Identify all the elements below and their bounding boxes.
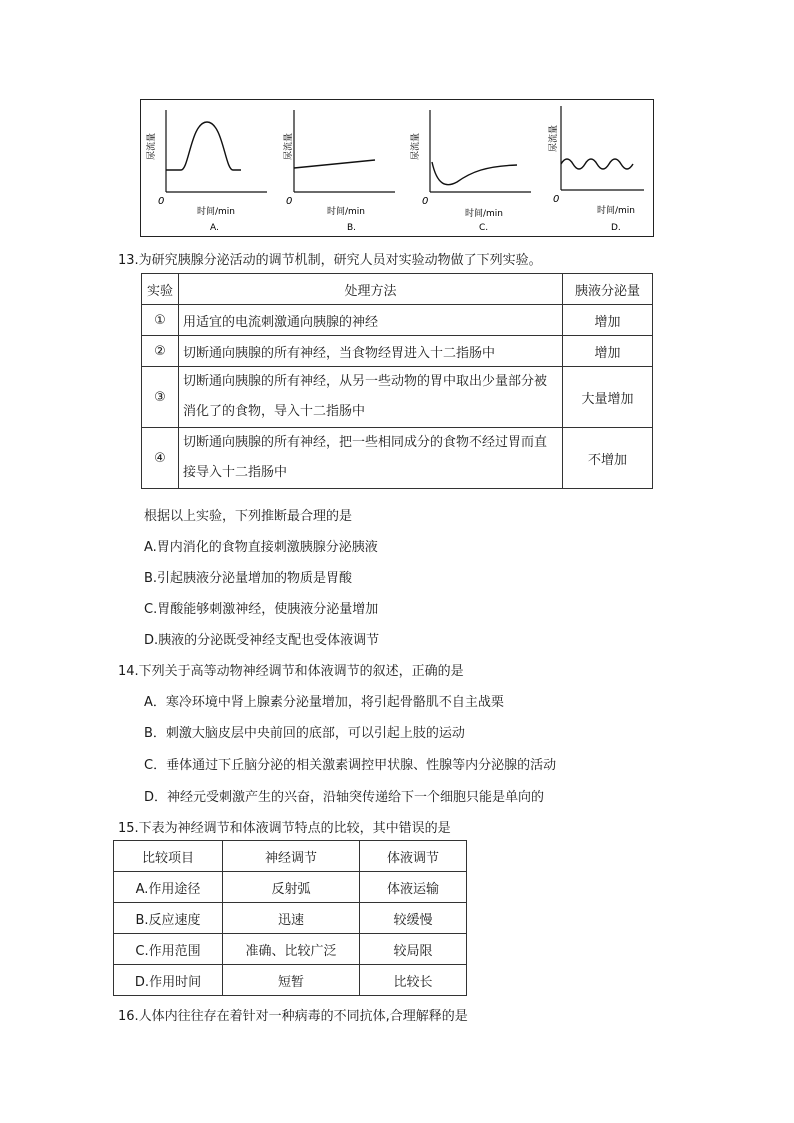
q13-header-method: 处理方法 xyxy=(179,274,563,305)
q15-header-humoral: 体液调节 xyxy=(360,841,467,872)
table-row xyxy=(142,336,653,367)
q15-cell-neural: 反射弧 xyxy=(223,872,360,903)
table-row xyxy=(114,934,467,965)
q15-cell-neural: 准确、比较广泛 xyxy=(223,934,360,965)
q13-header-result: 胰液分泌量 xyxy=(563,274,653,305)
q13-row-method: 用适宜的电流刺激通向胰腺的神经 xyxy=(179,305,563,336)
q13-row-result: 大量增加 xyxy=(563,367,653,428)
q13-option-c: C.胃酸能够刺激神经，使胰液分泌量增加 xyxy=(144,602,379,617)
q13-row-no: ① xyxy=(142,305,179,336)
q15-cell-neural: 短暂 xyxy=(223,965,360,996)
q13-row-no: ③ xyxy=(142,367,179,428)
panel-a-ylabel: 尿流量 xyxy=(147,132,157,160)
q13-row-no: ④ xyxy=(142,428,179,489)
table-row xyxy=(114,903,467,934)
q13-row-method: 切断通向胰腺的所有神经，当食物经胃进入十二指肠中 xyxy=(179,336,563,367)
panel-c xyxy=(409,110,531,233)
q16-stem: 16.人体内往往存在着针对一种病毒的不同抗体,合理解释的是 xyxy=(118,1009,468,1024)
panel-a xyxy=(145,110,267,233)
table-row xyxy=(142,367,653,428)
q15-cell-humoral: 比较长 xyxy=(360,965,467,996)
panel-d-origin: 0 xyxy=(553,194,560,205)
q15-cell-humoral: 较局限 xyxy=(360,934,467,965)
q14-option-d: D．神经元受刺激产生的兴奋，沿轴突传递给下一个细胞只能是单向的 xyxy=(144,790,545,805)
table-row xyxy=(142,305,653,336)
panel-b-xlabel: 时间/min xyxy=(327,207,366,217)
q13-row-method: 切断通向胰腺的所有神经，从另一些动物的胃中取出少量部分被消化了的食物，导入十二指肠中 xyxy=(179,367,563,428)
q15-header-item: 比较项目 xyxy=(114,841,223,872)
panel-b-origin: 0 xyxy=(286,196,293,207)
panel-d-curve xyxy=(561,159,633,169)
q14-option-c: C．垂体通过下丘脑分泌的相关激素调控甲状腺、性腺等内分泌腺的活动 xyxy=(144,758,557,773)
panel-b-curve xyxy=(294,160,375,168)
panel-b-ylabel: 尿流量 xyxy=(284,132,294,160)
q15-header-neural: 神经调节 xyxy=(223,841,360,872)
q15-table-header xyxy=(114,841,467,872)
panel-c-origin: 0 xyxy=(422,196,429,207)
q13-question: 根据以上实验，下列推断最合理的是 xyxy=(144,509,353,524)
q13-option-b: B.引起胰液分泌量增加的物质是胃酸 xyxy=(144,571,353,586)
q13-row-no: ② xyxy=(142,336,179,367)
q13-stem: 13.为研究胰腺分泌活动的调节机制，研究人员对实验动物做了下列实验。 xyxy=(118,253,542,268)
panel-c-ylabel: 尿流量 xyxy=(411,132,421,160)
q14-stem: 14.下列关于高等动物神经调节和体液调节的叙述，正确的是 xyxy=(118,664,464,679)
q13-row-result: 增加 xyxy=(563,305,653,336)
table-row xyxy=(114,965,467,996)
q13-option-a: A.胃内消化的食物直接刺激胰腺分泌胰液 xyxy=(144,540,378,555)
panel-a-xlabel: 时间/min xyxy=(197,207,236,217)
q13-row-result: 增加 xyxy=(563,336,653,367)
panel-b xyxy=(282,110,395,233)
q15-cell-item: B.反应速度 xyxy=(114,903,223,934)
q14-option-a: A．寒冷环境中肾上腺素分泌量增加，将引起骨骼肌不自主战栗 xyxy=(144,695,504,710)
q14-option-b: B．刺激大脑皮层中央前回的底部，可以引起上肢的运动 xyxy=(144,726,465,741)
panel-a-origin: 0 xyxy=(158,196,165,207)
q15-cell-humoral: 体液运输 xyxy=(360,872,467,903)
table-row xyxy=(114,872,467,903)
panel-d-letter: D. xyxy=(611,223,621,233)
table-row xyxy=(142,428,653,489)
q13-row-result: 不增加 xyxy=(563,428,653,489)
graph-svg xyxy=(141,100,655,238)
q15-cell-neural: 迅速 xyxy=(223,903,360,934)
q13-option-d: D.胰液的分泌既受神经支配也受体液调节 xyxy=(144,633,380,648)
q13-header-no: 实验 xyxy=(142,274,179,305)
panel-c-curve xyxy=(432,162,517,185)
panel-a-letter: A. xyxy=(210,223,219,233)
panel-d-xlabel: 时间/min xyxy=(597,206,636,216)
q15-cell-item: C.作用范围 xyxy=(114,934,223,965)
panel-b-letter: B. xyxy=(347,223,357,233)
q15-cell-item: D.作用时间 xyxy=(114,965,223,996)
q13-table xyxy=(141,273,653,489)
q15-table xyxy=(113,840,467,996)
panel-d-ylabel: 尿流量 xyxy=(549,124,559,152)
panel-d xyxy=(547,106,644,233)
q15-stem: 15.下表为神经调节和体液调节特点的比较，其中错误的是 xyxy=(118,821,451,836)
panel-a-curve xyxy=(166,122,241,170)
graph-figure xyxy=(140,99,654,237)
q15-cell-item: A.作用途径 xyxy=(114,872,223,903)
panel-c-xlabel: 时间/min xyxy=(465,209,504,219)
q13-table-header xyxy=(142,274,653,305)
panel-c-letter: C. xyxy=(479,223,489,233)
q15-cell-humoral: 较缓慢 xyxy=(360,903,467,934)
q13-row-method: 切断通向胰腺的所有神经，把一些相同成分的食物不经过胃而直接导入十二指肠中 xyxy=(179,428,563,489)
